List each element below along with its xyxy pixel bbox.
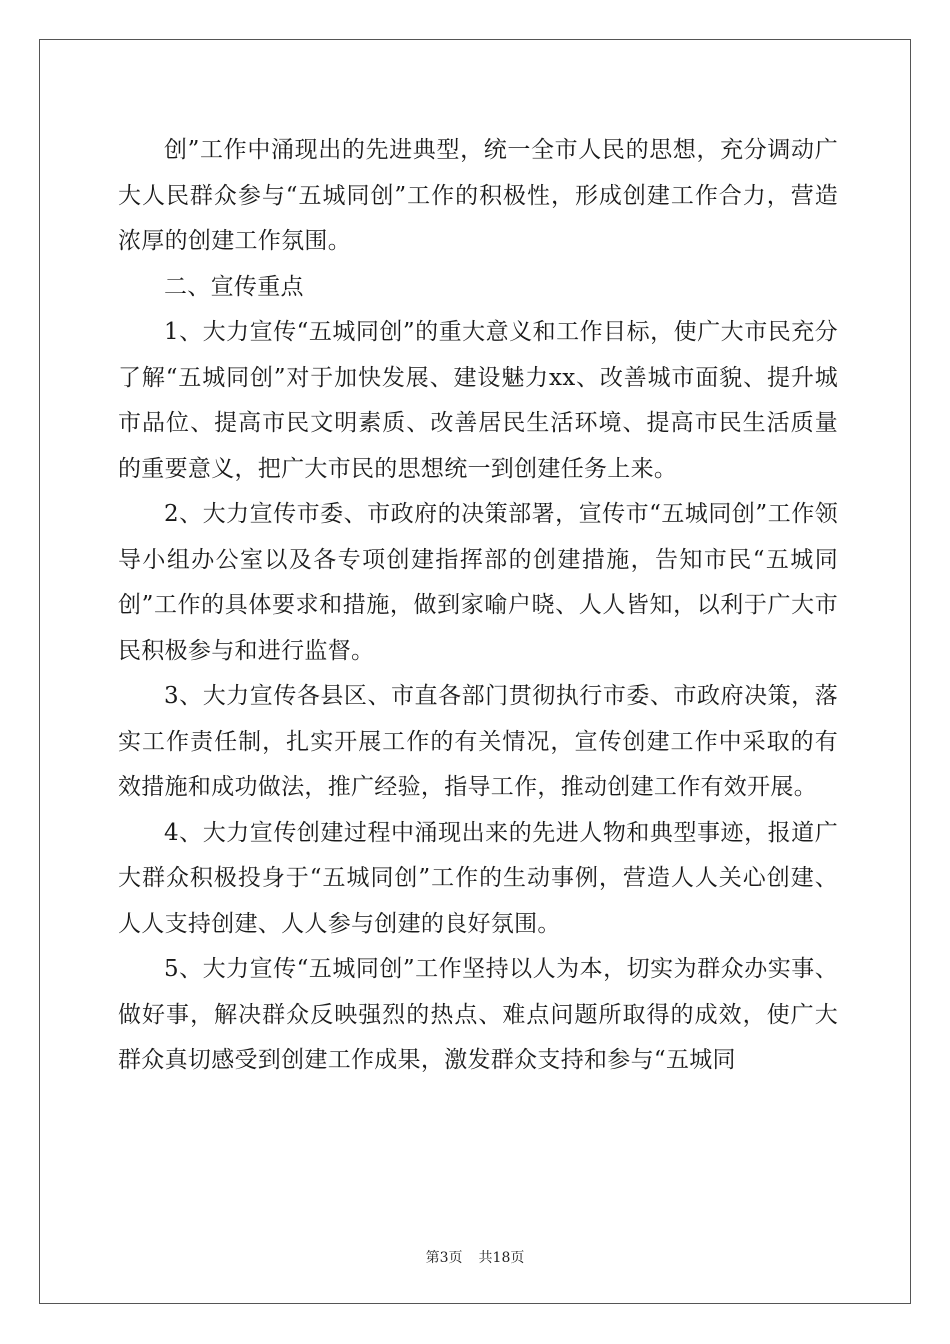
page-total: 共18页 — [478, 1250, 525, 1266]
paragraph-item-3: 3、大力宣传各县区、市直各部门贯彻执行市委、市政府决策，落实工作责任制，扎实开展工作的有关情况，宣传创建工作中采取的有效措施和成功做法，推广经验，指导工作，推动创建工作有效开展。 — [118, 683, 838, 800]
page-number: 第3页 — [425, 1250, 463, 1266]
paragraph-item-1: 1、大力宣传“五城同创”的重大意义和工作目标，使广大市民充分了解“五城同创”对于加快发展、建设魅力xx、改善城市面貌、提升城市品位、提高市民文明素质、改善居民生活环境、提高市民生活质量的重要意义，把广大市民的思想统一到创建任务上来。 — [118, 319, 838, 482]
paragraph-item-5: 5、大力宣传“五城同创”工作坚持以人为本，切实为群众办实事、做好事，解决群众反映强烈的热点、难点问题所取得的成效，使广大群众真切感受到创建工作成果，激发群众支持和参与“五城同 — [118, 956, 838, 1073]
page-footer — [0, 1247, 950, 1267]
section-heading: 二、宣传重点 — [164, 273, 304, 300]
document-body — [118, 128, 838, 1084]
paragraph-item-2: 2、大力宣传市委、市政府的决策部署，宣传市“五城同创”工作领导小组办公室以及各专项创建指挥部的创建措施，告知市民“五城同创”工作的具体要求和措施，做到家喻户晓、人人皆知，以利于广大市民积极参与和进行监督。 — [118, 501, 838, 664]
paragraph-continuation: 创”工作中涌现出的先进典型，统一全市人民的思想，充分调动广大人民群众参与“五城同创”工作的积极性，形成创建工作合力，营造浓厚的创建工作氛围。 — [118, 137, 838, 254]
paragraph-item-4: 4、大力宣传创建过程中涌现出来的先进人物和典型事迹，报道广大群众积极投身于“五城同创”工作的生动事例，营造人人关心创建、人人支持创建、人人参与创建的良好氛围。 — [118, 819, 838, 937]
